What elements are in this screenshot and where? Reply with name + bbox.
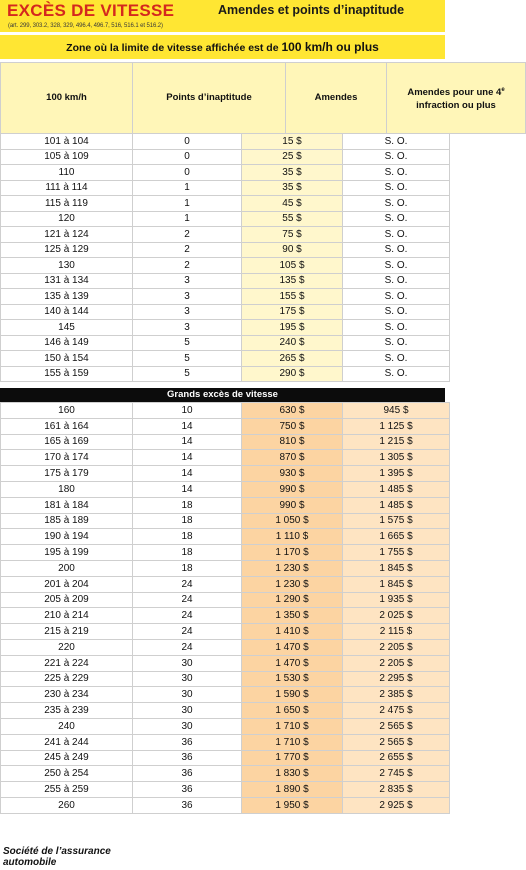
table-row bbox=[1, 242, 450, 258]
fine-cell: 35 $ bbox=[242, 165, 343, 181]
speed-cell: 201 à 204 bbox=[1, 576, 133, 592]
points-cell: 36 bbox=[133, 750, 242, 766]
fourth-fine-cell: S. O. bbox=[343, 134, 450, 150]
fine-cell: 175 $ bbox=[242, 304, 343, 320]
fourth-fine-cell: 2 835 $ bbox=[343, 782, 450, 798]
publisher-logo bbox=[3, 846, 111, 868]
table-row bbox=[1, 466, 450, 482]
speed-cell: 255 à 259 bbox=[1, 782, 133, 798]
points-cell: 0 bbox=[133, 149, 242, 165]
table-row bbox=[1, 703, 450, 719]
points-cell: 30 bbox=[133, 703, 242, 719]
table-row bbox=[1, 624, 450, 640]
speed-cell: 200 bbox=[1, 560, 133, 576]
fourth-fine-cell: S. O. bbox=[343, 242, 450, 258]
section-band: Grands excès de vitesse bbox=[0, 388, 445, 402]
points-cell: 2 bbox=[133, 258, 242, 274]
fine-cell: 1 230 $ bbox=[242, 560, 343, 576]
column-headers bbox=[0, 62, 526, 134]
standard-fines-table bbox=[0, 133, 450, 382]
fourth-fine-cell: 2 565 $ bbox=[343, 718, 450, 734]
fine-cell: 1 530 $ bbox=[242, 671, 343, 687]
table-row bbox=[1, 608, 450, 624]
legal-articles: (art. 299, 303.2, 328, 329, 496.4, 496.7, 516, 516.1 et 516.2) bbox=[8, 23, 163, 29]
speed-cell: 195 à 199 bbox=[1, 545, 133, 561]
speed-cell: 241 à 244 bbox=[1, 734, 133, 750]
table-row bbox=[1, 513, 450, 529]
fourth-fine-cell: 2 925 $ bbox=[343, 797, 450, 813]
fourth-fine-cell: S. O. bbox=[343, 351, 450, 367]
fourth-fine-cell: 2 295 $ bbox=[343, 671, 450, 687]
points-cell: 5 bbox=[133, 335, 242, 351]
publisher-line1: Société de l’assurance bbox=[3, 846, 111, 857]
table-row bbox=[1, 366, 450, 382]
points-cell: 3 bbox=[133, 320, 242, 336]
fourth-fine-cell: S. O. bbox=[343, 165, 450, 181]
fine-cell: 870 $ bbox=[242, 450, 343, 466]
fine-cell: 1 170 $ bbox=[242, 545, 343, 561]
speed-cell: 230 à 234 bbox=[1, 687, 133, 703]
fine-cell: 1 890 $ bbox=[242, 782, 343, 798]
fine-cell: 1 230 $ bbox=[242, 576, 343, 592]
fourth-fine-cell: S. O. bbox=[343, 211, 450, 227]
fourth-fine-cell: 2 205 $ bbox=[343, 655, 450, 671]
fine-cell: 15 $ bbox=[242, 134, 343, 150]
speed-cell: 135 à 139 bbox=[1, 289, 133, 305]
fine-cell: 1 470 $ bbox=[242, 639, 343, 655]
speed-cell: 145 bbox=[1, 320, 133, 336]
fine-cell: 290 $ bbox=[242, 366, 343, 382]
header-fines: Amendes bbox=[286, 63, 387, 134]
fine-cell: 1 590 $ bbox=[242, 687, 343, 703]
speed-cell: 121 à 124 bbox=[1, 227, 133, 243]
fine-cell: 990 $ bbox=[242, 497, 343, 513]
speed-cell: 221 à 224 bbox=[1, 655, 133, 671]
fourth-fine-cell: 945 $ bbox=[343, 403, 450, 419]
fine-cell: 195 $ bbox=[242, 320, 343, 336]
fine-cell: 135 $ bbox=[242, 273, 343, 289]
fourth-fine-cell: 1 755 $ bbox=[343, 545, 450, 561]
speed-cell: 111 à 114 bbox=[1, 180, 133, 196]
header-points: Points d’inaptitude bbox=[133, 63, 286, 134]
fine-cell: 1 050 $ bbox=[242, 513, 343, 529]
table-row bbox=[1, 687, 450, 703]
fourth-fine-cell: S. O. bbox=[343, 273, 450, 289]
speed-cell: 170 à 174 bbox=[1, 450, 133, 466]
table-row bbox=[1, 227, 450, 243]
table-row bbox=[1, 576, 450, 592]
fourth-fine-cell: 1 485 $ bbox=[343, 497, 450, 513]
speed-cell: 110 bbox=[1, 165, 133, 181]
points-cell: 14 bbox=[133, 481, 242, 497]
fourth-fine-cell: 2 655 $ bbox=[343, 750, 450, 766]
table-row bbox=[1, 180, 450, 196]
speed-cell: 130 bbox=[1, 258, 133, 274]
speed-cell: 175 à 179 bbox=[1, 466, 133, 482]
points-cell: 10 bbox=[133, 403, 242, 419]
table-row bbox=[1, 134, 450, 150]
table-row bbox=[1, 671, 450, 687]
fourth-fine-cell: 1 125 $ bbox=[343, 418, 450, 434]
fourth-fine-cell: 2 385 $ bbox=[343, 687, 450, 703]
table-row bbox=[1, 450, 450, 466]
points-cell: 5 bbox=[133, 351, 242, 367]
fine-cell: 1 110 $ bbox=[242, 529, 343, 545]
points-cell: 1 bbox=[133, 196, 242, 212]
header-fourth-pre: Amendes pour une 4 bbox=[407, 87, 502, 99]
header-speed: 100 km/h bbox=[1, 63, 133, 134]
speed-cell: 180 bbox=[1, 481, 133, 497]
speed-cell: 150 à 154 bbox=[1, 351, 133, 367]
fourth-fine-cell: S. O. bbox=[343, 335, 450, 351]
speed-cell: 260 bbox=[1, 797, 133, 813]
table-row bbox=[1, 434, 450, 450]
table-row bbox=[1, 560, 450, 576]
points-cell: 36 bbox=[133, 782, 242, 798]
fine-cell: 990 $ bbox=[242, 481, 343, 497]
fine-cell: 1 830 $ bbox=[242, 766, 343, 782]
fine-cell: 1 410 $ bbox=[242, 624, 343, 640]
header-fourth-sup: e bbox=[501, 87, 505, 94]
table-row bbox=[1, 529, 450, 545]
fourth-fine-cell: 2 115 $ bbox=[343, 624, 450, 640]
table-row bbox=[1, 351, 450, 367]
fourth-fine-cell: S. O. bbox=[343, 320, 450, 336]
speed-cell: 181 à 184 bbox=[1, 497, 133, 513]
fine-cell: 55 $ bbox=[242, 211, 343, 227]
points-cell: 24 bbox=[133, 624, 242, 640]
points-cell: 24 bbox=[133, 576, 242, 592]
points-cell: 36 bbox=[133, 797, 242, 813]
fine-cell: 265 $ bbox=[242, 351, 343, 367]
table-row bbox=[1, 418, 450, 434]
table-row bbox=[1, 258, 450, 274]
points-cell: 30 bbox=[133, 671, 242, 687]
speed-cell: 105 à 109 bbox=[1, 149, 133, 165]
points-cell: 36 bbox=[133, 766, 242, 782]
points-cell: 5 bbox=[133, 366, 242, 382]
points-cell: 14 bbox=[133, 466, 242, 482]
points-cell: 2 bbox=[133, 242, 242, 258]
points-cell: 2 bbox=[133, 227, 242, 243]
fourth-fine-cell: S. O. bbox=[343, 180, 450, 196]
fourth-fine-cell: 1 665 $ bbox=[343, 529, 450, 545]
points-cell: 24 bbox=[133, 608, 242, 624]
table-row bbox=[1, 211, 450, 227]
fourth-fine-cell: 1 395 $ bbox=[343, 466, 450, 482]
speed-cell: 131 à 134 bbox=[1, 273, 133, 289]
points-cell: 24 bbox=[133, 639, 242, 655]
table-row bbox=[1, 149, 450, 165]
table-row bbox=[1, 750, 450, 766]
table-row bbox=[1, 289, 450, 305]
points-cell: 18 bbox=[133, 529, 242, 545]
table-row bbox=[1, 766, 450, 782]
fourth-fine-cell: S. O. bbox=[343, 289, 450, 305]
points-cell: 14 bbox=[133, 434, 242, 450]
fourth-fine-cell: 1 935 $ bbox=[343, 592, 450, 608]
table-row bbox=[1, 497, 450, 513]
table-row bbox=[1, 320, 450, 336]
speed-cell: 210 à 214 bbox=[1, 608, 133, 624]
speed-cell: 125 à 129 bbox=[1, 242, 133, 258]
table-row bbox=[1, 481, 450, 497]
points-cell: 0 bbox=[133, 165, 242, 181]
speed-cell: 245 à 249 bbox=[1, 750, 133, 766]
table-row bbox=[1, 592, 450, 608]
table-row bbox=[1, 734, 450, 750]
speed-cell: 161 à 164 bbox=[1, 418, 133, 434]
points-cell: 30 bbox=[133, 687, 242, 703]
table-row bbox=[1, 304, 450, 320]
header-fourth-post: infraction ou plus bbox=[416, 99, 496, 111]
table-row bbox=[1, 273, 450, 289]
fine-cell: 105 $ bbox=[242, 258, 343, 274]
speed-cell: 240 bbox=[1, 718, 133, 734]
speed-cell: 205 à 209 bbox=[1, 592, 133, 608]
table-row bbox=[1, 545, 450, 561]
fourth-fine-cell: 2 205 $ bbox=[343, 639, 450, 655]
fine-cell: 1 710 $ bbox=[242, 734, 343, 750]
fine-cell: 1 290 $ bbox=[242, 592, 343, 608]
major-speeding-table bbox=[0, 402, 450, 814]
speed-cell: 165 à 169 bbox=[1, 434, 133, 450]
speed-cell: 115 à 119 bbox=[1, 196, 133, 212]
points-cell: 1 bbox=[133, 211, 242, 227]
points-cell: 1 bbox=[133, 180, 242, 196]
fine-cell: 1 650 $ bbox=[242, 703, 343, 719]
header-fourth-offence bbox=[387, 63, 526, 134]
fourth-fine-cell: S. O. bbox=[343, 366, 450, 382]
speed-cell: 101 à 104 bbox=[1, 134, 133, 150]
points-cell: 36 bbox=[133, 734, 242, 750]
fine-cell: 1 350 $ bbox=[242, 608, 343, 624]
speed-cell: 146 à 149 bbox=[1, 335, 133, 351]
zone-banner bbox=[0, 35, 445, 59]
points-cell: 0 bbox=[133, 134, 242, 150]
points-cell: 24 bbox=[133, 592, 242, 608]
fourth-fine-cell: 1 305 $ bbox=[343, 450, 450, 466]
speed-cell: 250 à 254 bbox=[1, 766, 133, 782]
fine-cell: 1 950 $ bbox=[242, 797, 343, 813]
table-row bbox=[1, 782, 450, 798]
speed-cell: 225 à 229 bbox=[1, 671, 133, 687]
fine-cell: 1 470 $ bbox=[242, 655, 343, 671]
fine-cell: 45 $ bbox=[242, 196, 343, 212]
table-row bbox=[1, 797, 450, 813]
fourth-fine-cell: 2 565 $ bbox=[343, 734, 450, 750]
fourth-fine-cell: S. O. bbox=[343, 196, 450, 212]
speed-cell: 235 à 239 bbox=[1, 703, 133, 719]
table-row bbox=[1, 718, 450, 734]
fourth-fine-cell: S. O. bbox=[343, 227, 450, 243]
fourth-fine-cell: 2 745 $ bbox=[343, 766, 450, 782]
zone-text: Zone où la limite de vitesse affichée est de bbox=[66, 42, 282, 54]
speed-cell: 220 bbox=[1, 639, 133, 655]
points-cell: 3 bbox=[133, 273, 242, 289]
fourth-fine-cell: 1 215 $ bbox=[343, 434, 450, 450]
fourth-fine-cell: 2 475 $ bbox=[343, 703, 450, 719]
fourth-fine-cell: 1 575 $ bbox=[343, 513, 450, 529]
points-cell: 14 bbox=[133, 450, 242, 466]
points-cell: 18 bbox=[133, 560, 242, 576]
table-row bbox=[1, 639, 450, 655]
fine-cell: 25 $ bbox=[242, 149, 343, 165]
zone-emphasis: 100 km/h ou plus bbox=[281, 40, 379, 54]
points-cell: 3 bbox=[133, 289, 242, 305]
table-row bbox=[1, 335, 450, 351]
table-row bbox=[1, 403, 450, 419]
fine-cell: 155 $ bbox=[242, 289, 343, 305]
fourth-fine-cell: 2 025 $ bbox=[343, 608, 450, 624]
fine-cell: 35 $ bbox=[242, 180, 343, 196]
fine-cell: 930 $ bbox=[242, 466, 343, 482]
fine-cell: 1 770 $ bbox=[242, 750, 343, 766]
points-cell: 3 bbox=[133, 304, 242, 320]
table-row bbox=[1, 165, 450, 181]
fine-cell: 810 $ bbox=[242, 434, 343, 450]
points-cell: 18 bbox=[133, 545, 242, 561]
speed-cell: 185 à 189 bbox=[1, 513, 133, 529]
points-cell: 14 bbox=[133, 418, 242, 434]
speed-cell: 215 à 219 bbox=[1, 624, 133, 640]
publisher-line2: automobile bbox=[3, 857, 57, 868]
fine-cell: 240 $ bbox=[242, 335, 343, 351]
table-row bbox=[1, 655, 450, 671]
points-cell: 18 bbox=[133, 497, 242, 513]
fourth-fine-cell: 1 845 $ bbox=[343, 560, 450, 576]
speed-cell: 140 à 144 bbox=[1, 304, 133, 320]
fine-cell: 90 $ bbox=[242, 242, 343, 258]
speed-cell: 155 à 159 bbox=[1, 366, 133, 382]
fine-cell: 630 $ bbox=[242, 403, 343, 419]
fine-cell: 750 $ bbox=[242, 418, 343, 434]
fine-cell: 75 $ bbox=[242, 227, 343, 243]
fourth-fine-cell: S. O. bbox=[343, 149, 450, 165]
points-cell: 30 bbox=[133, 655, 242, 671]
speed-cell: 190 à 194 bbox=[1, 529, 133, 545]
fourth-fine-cell: 1 845 $ bbox=[343, 576, 450, 592]
points-cell: 18 bbox=[133, 513, 242, 529]
fourth-fine-cell: 1 485 $ bbox=[343, 481, 450, 497]
points-cell: 30 bbox=[133, 718, 242, 734]
page-subtitle: Amendes et points d’inaptitude bbox=[218, 3, 405, 17]
page-title: EXCÈS DE VITESSE bbox=[7, 1, 175, 20]
table-row bbox=[1, 196, 450, 212]
header-banner bbox=[0, 0, 445, 32]
speed-cell: 160 bbox=[1, 403, 133, 419]
fine-cell: 1 710 $ bbox=[242, 718, 343, 734]
speed-cell: 120 bbox=[1, 211, 133, 227]
fourth-fine-cell: S. O. bbox=[343, 258, 450, 274]
fourth-fine-cell: S. O. bbox=[343, 304, 450, 320]
